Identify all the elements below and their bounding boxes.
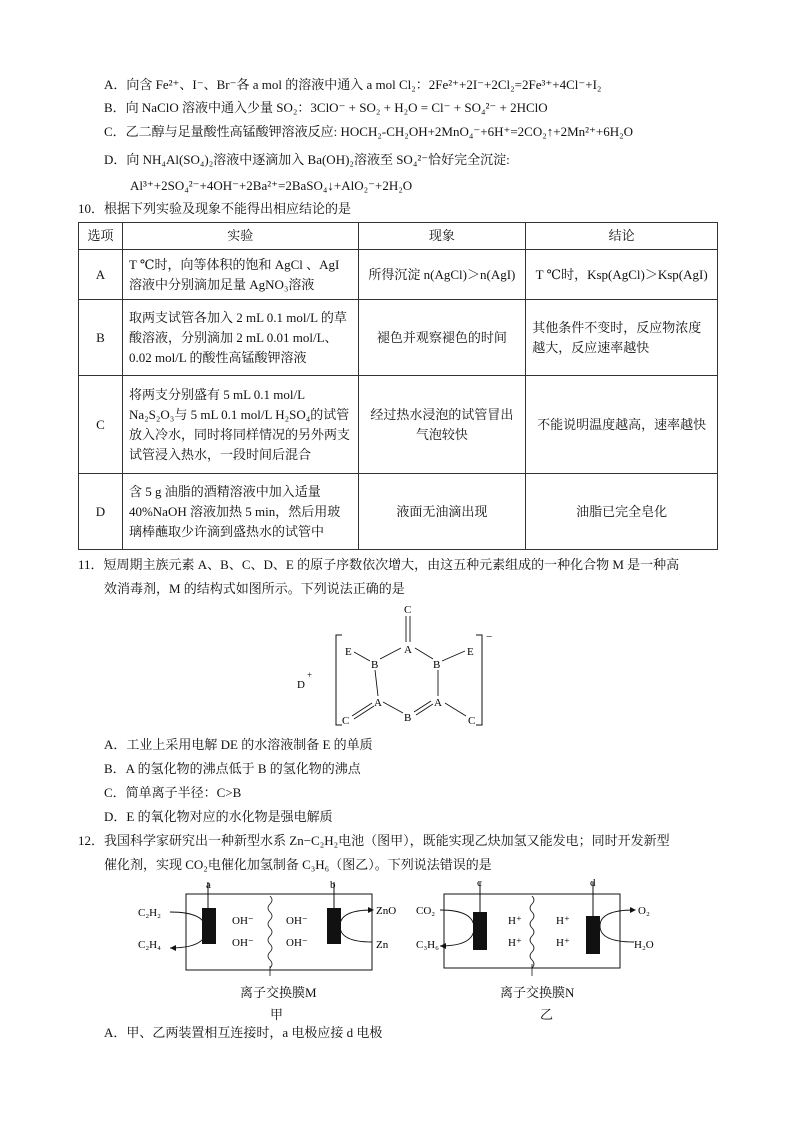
q11-option-c: C．简单离子半径：C>B — [104, 785, 242, 800]
electrode-d — [586, 916, 600, 954]
table-row — [79, 300, 718, 376]
q9-option-a: A．向含 Fe²⁺、I⁻、Br⁻各 a mol 的溶液中通入 a mol Cl₂：2Fe²⁺+2I⁻+2Cl₂=2Fe³⁺+4Cl⁻+I₂ — [104, 77, 602, 92]
in-co2: CO₂ — [416, 905, 436, 917]
row-conclusion: 不能说明温度越高，速率越快 — [526, 376, 718, 474]
atom-c-left: C — [342, 715, 350, 727]
atom-a-right: A — [434, 697, 442, 709]
label-c: c — [477, 877, 482, 889]
membrane-n-label: 离子交换膜N — [500, 985, 575, 1000]
membrane-m-label: 离子交换膜M — [240, 985, 317, 1000]
atom-c-right: C — [468, 715, 476, 727]
row-option: A — [79, 250, 123, 300]
q9-option-b: B．向 NaClO 溶液中通入少量 SO₂：3ClO⁻ + SO₂ + H₂O = Cl⁻ + SO₄²⁻ + 2HClO — [104, 100, 548, 115]
h-2: H⁺ — [508, 937, 522, 949]
header-option: 选项 — [79, 223, 123, 250]
flow-arrow-right — [600, 910, 634, 942]
header-phenomenon: 现象 — [358, 223, 526, 250]
arrowhead-right — [368, 907, 374, 913]
q12-stem-line2: 催化剂，实现 CO₂电催化加氢制备 C₃H₆（图乙）。下列说法错误的是 — [104, 857, 492, 872]
q11-stem-line2: 效消毒剂，M 的结构式如图所示。下列说法正确的是 — [104, 581, 405, 596]
q11-stem-line1: 11．短周期主族元素 A、B、C、D、E 的原子序数依次增大，由这五种元素组成的一种化合物 M 是一种高 — [78, 557, 680, 572]
row-experiment: 取两支试管各加入 2 mL 0.1 mol/L 的草酸溶液，分别滴加 2 mL 0.01 mol/L、0.02 mol/L 的酸性高锰酸钾溶液 — [122, 300, 358, 376]
arrowhead-right — [630, 907, 636, 913]
label-b: b — [330, 879, 336, 891]
oh-3: OH⁻ — [286, 915, 308, 927]
atom-e-right: E — [467, 646, 474, 658]
in-zn: Zn — [376, 939, 389, 951]
flow-arrow-right — [340, 910, 372, 942]
electrode-a — [202, 908, 216, 944]
header-experiment: 实验 — [122, 223, 358, 250]
row-experiment: 含 5 g 油脂的酒精溶液中加入适量 40%NaOH 溶液加热 5 min，然后用玻璃棒蘸取少许滴到盛热水的试管中 — [122, 474, 358, 550]
q11-option-a: A．工业上采用电解 DE 的水溶液制备 E 的单质 — [104, 737, 373, 752]
electrode-b — [327, 908, 341, 944]
atom-c-top: C — [404, 604, 412, 616]
atom-b-bottom: B — [404, 712, 412, 724]
table-row — [79, 376, 718, 474]
row-conclusion: 其他条件不变时，反应物浓度越大，反应速率越快 — [526, 300, 718, 376]
q10-table — [78, 222, 718, 550]
row-experiment: T ℃时，向等体积的饱和 AgCl 、AgI 溶液中分别滴加足量 AgNO₃溶液 — [122, 250, 358, 300]
q10-stem: 10．根据下列实验及现象不能得出相应结论的是 — [78, 201, 352, 216]
row-option: C — [79, 376, 123, 474]
atom-a-top: A — [404, 644, 412, 656]
q12-option-a: A．甲、乙两装置相互连接时，a 电极应接 d 电极 — [104, 1025, 383, 1040]
table-row — [79, 474, 718, 550]
flow-arrow-left — [440, 910, 474, 946]
header-conclusion: 结论 — [526, 223, 718, 250]
arrowhead-left — [170, 945, 176, 951]
bonds — [352, 616, 466, 719]
charge-minus: − — [486, 631, 493, 643]
row-option: B — [79, 300, 123, 376]
row-option: D — [79, 474, 123, 550]
right-bracket — [476, 635, 482, 725]
device-yi-label: 乙 — [540, 1007, 554, 1022]
h-4: H⁺ — [556, 937, 570, 949]
q11-option-d: D．E 的氧化物对应的水化物是强电解质 — [104, 809, 333, 824]
atom-b-right: B — [433, 659, 441, 671]
row-phenomenon: 经过热水浸泡的试管冒出气泡较快 — [358, 376, 526, 474]
battery-diagram-jia — [130, 878, 420, 988]
q12-stem-line1: 12．我国科学家研究出一种新型水系 Zn−C₂H₂电池（图甲），既能实现乙炔加氢又能发电；同时开发新型 — [78, 833, 670, 848]
in-c2h2: C₂H₂ — [138, 907, 161, 919]
label-a: a — [206, 879, 211, 891]
out-zno: ZnO — [376, 905, 397, 917]
out-c2h4: C₂H₄ — [138, 939, 161, 951]
oh-4: OH⁻ — [286, 937, 308, 949]
device-jia-label: 甲 — [270, 1007, 284, 1022]
oh-2: OH⁻ — [232, 937, 254, 949]
label-d: d — [590, 877, 596, 889]
membrane-n — [530, 896, 534, 968]
cation-d: D — [297, 679, 305, 691]
h-1: H⁺ — [508, 915, 522, 927]
oh-1: OH⁻ — [232, 915, 254, 927]
q9-option-c: C．乙二醇与足量酸性高锰酸钾溶液反应: HOCH₂-CH₂OH+2MnO₄⁻+6H⁺=2CO₂↑+2Mn²⁺+6H₂O — [104, 124, 634, 139]
arrowhead-left — [440, 943, 446, 949]
out-c3h6: C₃H₆ — [416, 939, 439, 951]
q9-option-d-line2: Al³⁺+2SO₄²⁻+4OH⁻+2Ba²⁺=2BaSO₄↓+AlO₂⁻+2H₂O — [130, 178, 413, 193]
row-phenomenon: 液面无油滴出现 — [358, 474, 526, 550]
row-phenomenon: 所得沉淀 n(AgCl)＞n(AgI) — [358, 250, 526, 300]
table-row — [79, 250, 718, 300]
atom-e-left: E — [345, 646, 352, 658]
row-conclusion: T ℃时，Ksp(AgCl)＞Ksp(AgI) — [526, 250, 718, 300]
left-bracket — [336, 635, 342, 725]
electrode-c — [473, 912, 487, 950]
flow-arrow-left — [170, 912, 206, 948]
table-header-row — [79, 223, 718, 250]
atom-b-left: B — [371, 659, 379, 671]
q9-option-d-line1: D．向 NH₄Al(SO₄)₂溶液中逐滴加入 Ba(OH)₂溶液至 SO₄²⁻恰好完全沉淀: — [104, 152, 510, 167]
charge-plus: + — [307, 670, 313, 680]
q11-option-b: B．A 的氢化物的沸点低于 B 的氢化物的沸点 — [104, 761, 361, 776]
in-h2o: H₂O — [634, 939, 654, 951]
membrane-m — [268, 896, 272, 968]
out-o2: O₂ — [638, 905, 650, 917]
structure-formula — [290, 600, 510, 732]
row-phenomenon: 褪色并观察褪色的时间 — [358, 300, 526, 376]
row-experiment: 将两支分别盛有 5 mL 0.1 mol/L Na₂S₂O₃与 5 mL 0.1 mol/L H₂SO₄的试管放入冷水，同时将同样情况的另外两支试管浸入热水，一段时间后混合 — [122, 376, 358, 474]
atom-a-left: A — [374, 697, 382, 709]
h-3: H⁺ — [556, 915, 570, 927]
row-conclusion: 油脂已完全皂化 — [526, 474, 718, 550]
electrolysis-diagram-yi — [412, 874, 692, 984]
